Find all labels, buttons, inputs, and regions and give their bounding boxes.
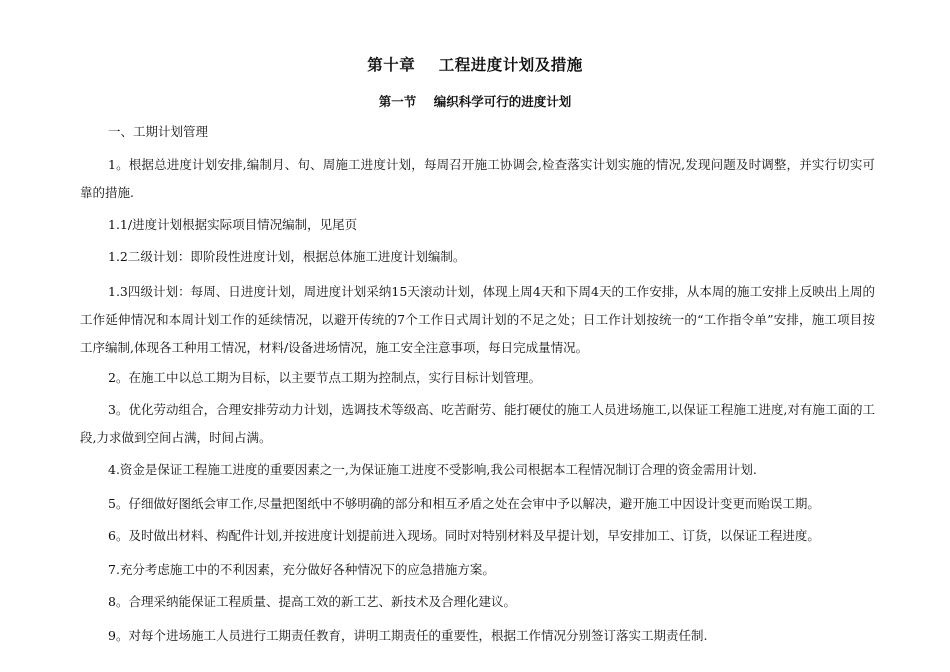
paragraph-6: 6。及时做出材料、构配件计划,并按进度计划提前进入现场。同时对特别材料及早提计划，早安排加工、订货，以保证工程进度。 <box>108 528 820 543</box>
paragraph-1-1: 1.1/进度计划根据实际项目情况编制，见尾页 <box>108 217 358 232</box>
section-title: 第一节 编织科学可行的进度计划 <box>378 94 572 109</box>
chapter-title: 第十章 工程进度计划及措施 <box>367 55 583 74</box>
paragraph-8: 8。合理采纳能保证工程质量、提高工效的新工艺、新技术及合理化建议。 <box>108 594 516 609</box>
paragraph-7: 7.充分考虑施工中的不利因素，充分做好各种情况下的应急措施方案。 <box>108 562 495 577</box>
paragraph-3: 3。优化劳动组合，合理安排劳动力计划，选调技术等级高、吃苦耐劳、能打硬仗的施工人员进场施工,以保证工程施工进度,对有施工面的工段,力求做到空间占满，时间占满。 <box>80 402 875 445</box>
paragraph-1-2: 1.2二级计划：即阶段性进度计划，根据总体施工进度计划编制。 <box>108 249 466 264</box>
paragraph-5: 5。仔细做好图纸会审工作,尽量把图纸中不够明确的部分和相互矛盾之处在会审中予以解决，避开施工中因设计变更而贻误工期。 <box>108 496 820 511</box>
subheading-schedule-management: 一、工期计划管理 <box>108 124 209 139</box>
paragraph-9: 9。对每个进场施工人员进行工期责任教育，讲明工期责任的重要性，根据工作情况分别签订落实工期责任制. <box>108 628 708 643</box>
paragraph-1: 1。根据总进度计划安排,编制月、旬、周施工进度计划，每周召开施工协调会,检查落实计划实施的情况,发现问题及时调整，并实行切实可靠的措施. <box>80 157 875 200</box>
paragraph-1-3: 1.3四级计划：每周、日进度计划，周进度计划采纳15天滚动计划，体现上周4天和下周4天的工作安排，从本周的施工安排上反映出上周的工作延伸情况和本周计划工作的延续情况，以避开传统的7个工作日式周计划的不足之处；日工作计划按统一的“工作指令单”安排，施工项目按工序编制,体现各工种用工情况，材料/设备进场情况，施工安全注意事项，每日完成量情况。 <box>80 284 875 355</box>
paragraph-4: 4.资金是保证工程施工进度的重要因素之一,为保证施工进度不受影响,我公司根据本工程情况制订合理的资金需用计划. <box>108 462 757 477</box>
paragraph-2: 2。在施工中以总工期为目标，以主要节点工期为控制点，实行目标计划管理。 <box>108 370 541 385</box>
